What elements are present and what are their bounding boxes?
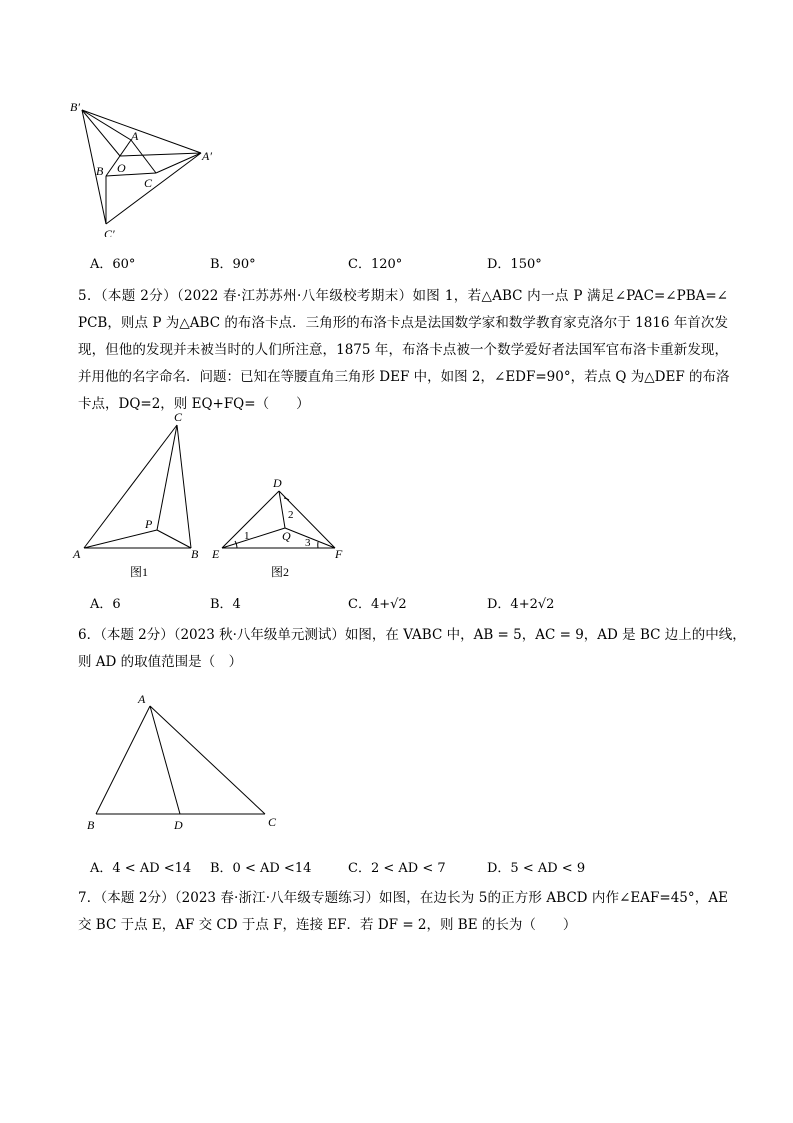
q7-line-1: 7．（本题 2分）（2023 春·浙江·八年级专题练习）如图，在边长为 5的正方形 ABCD 内作∠EAF=45°，AE xyxy=(78,890,728,906)
q6-label-d: D xyxy=(174,818,183,832)
q5-option-d[interactable]: D．4+2√2 xyxy=(487,597,555,612)
q5-fig2-label-d: D xyxy=(273,476,282,490)
q5-option-a[interactable]: A．6 xyxy=(90,597,121,612)
q5-fig1-caption: 图1 xyxy=(130,565,149,579)
q5-fig2-angle-1: 1 xyxy=(244,530,250,542)
q5-fig1-label-a: A xyxy=(73,547,81,561)
q5-stem xyxy=(78,283,728,418)
q5-fig2-label-e: E xyxy=(212,547,220,561)
q4-label-b-prime: B′ xyxy=(70,100,80,114)
q6-option-a[interactable]: A．4 < AD <14 xyxy=(90,861,192,876)
q4-label-c: C xyxy=(144,176,153,190)
q5-fig2-label-q: Q xyxy=(282,529,291,543)
q6-line-2: 则 AD 的取值范围是（ ） xyxy=(78,654,243,670)
q5-figures xyxy=(65,408,355,583)
q4-label-o: O xyxy=(117,161,126,175)
q5-option-b[interactable]: B．4 xyxy=(210,597,241,612)
q7-stem xyxy=(78,885,728,939)
q5-fig2-caption: 图2 xyxy=(271,565,290,579)
q6-figure xyxy=(80,685,290,835)
q5-option-c[interactable]: C．4+√2 xyxy=(348,597,407,612)
q6-stem xyxy=(78,622,746,676)
q5-line-3: 现，但他的发现并未被当时的人们所注意，1875 年，布洛卡点被一个数学爱好者法国军官布洛卡重新发现， xyxy=(78,342,728,358)
q5-fig1-label-c: C xyxy=(174,410,183,424)
q5-line-4: 并用他的名字命名．问题：已知在等腰直角三角形 DEF 中，如图 2，∠EDF=90°，若点 Q 为△DEF 的布洛 xyxy=(78,369,730,385)
q7-line-2: 交 BC 于点 E，AF 交 CD 于点 F，连接 EF．若 DF = 2，则 BE 的长为（ ） xyxy=(78,917,577,933)
q4-label-c-prime: C′ xyxy=(104,227,115,237)
q6-option-c[interactable]: C．2 < AD < 7 xyxy=(348,861,446,876)
q5-line-5: 卡点，DQ=2，则 EQ+FQ=（ ） xyxy=(78,396,310,412)
q4-label-b: B xyxy=(96,164,104,178)
q4-option-a[interactable]: A．60° xyxy=(90,257,136,272)
q5-fig1-label-b: B xyxy=(191,547,199,561)
q5-fig1-label-p: P xyxy=(145,517,153,531)
q5-fig2-angle-2: 2 xyxy=(288,509,294,521)
q5-fig2-angle-3: 3 xyxy=(305,537,311,549)
q4-option-c[interactable]: C．120° xyxy=(348,257,403,272)
q6-option-d[interactable]: D．5 < AD < 9 xyxy=(487,861,586,876)
q5-line-1: 5．（本题 2分）（2022 春·江苏苏州·八年级校考期末）如图 1，若△ABC 内一点 P 满足∠PAC=∠PBA=∠ xyxy=(78,288,728,304)
q6-label-a: A xyxy=(138,692,146,706)
q4-option-d[interactable]: D．150° xyxy=(487,257,542,272)
q4-figure xyxy=(60,92,230,237)
q6-option-b[interactable]: B．0 < AD <14 xyxy=(210,861,312,876)
q4-label-a-prime: A′ xyxy=(202,149,212,163)
q4-label-a: A xyxy=(131,129,139,143)
q4-option-b[interactable]: B．90° xyxy=(210,257,256,272)
q6-label-b: B xyxy=(87,818,95,832)
q6-label-c: C xyxy=(268,815,277,829)
q6-line-1: 6．（本题 2分）（2023 秋·八年级单元测试）如图，在 VABC 中，AB = 5，AC = 9，AD 是 BC 边上的中线， xyxy=(78,627,746,643)
q5-line-2: PCB，则点 P 为△ABC 的布洛卡点．三角形的布洛卡点是法国数学家和数学教育家克洛尔于 1816 年首次发 xyxy=(78,315,728,331)
q5-fig2-label-f: F xyxy=(335,547,343,561)
